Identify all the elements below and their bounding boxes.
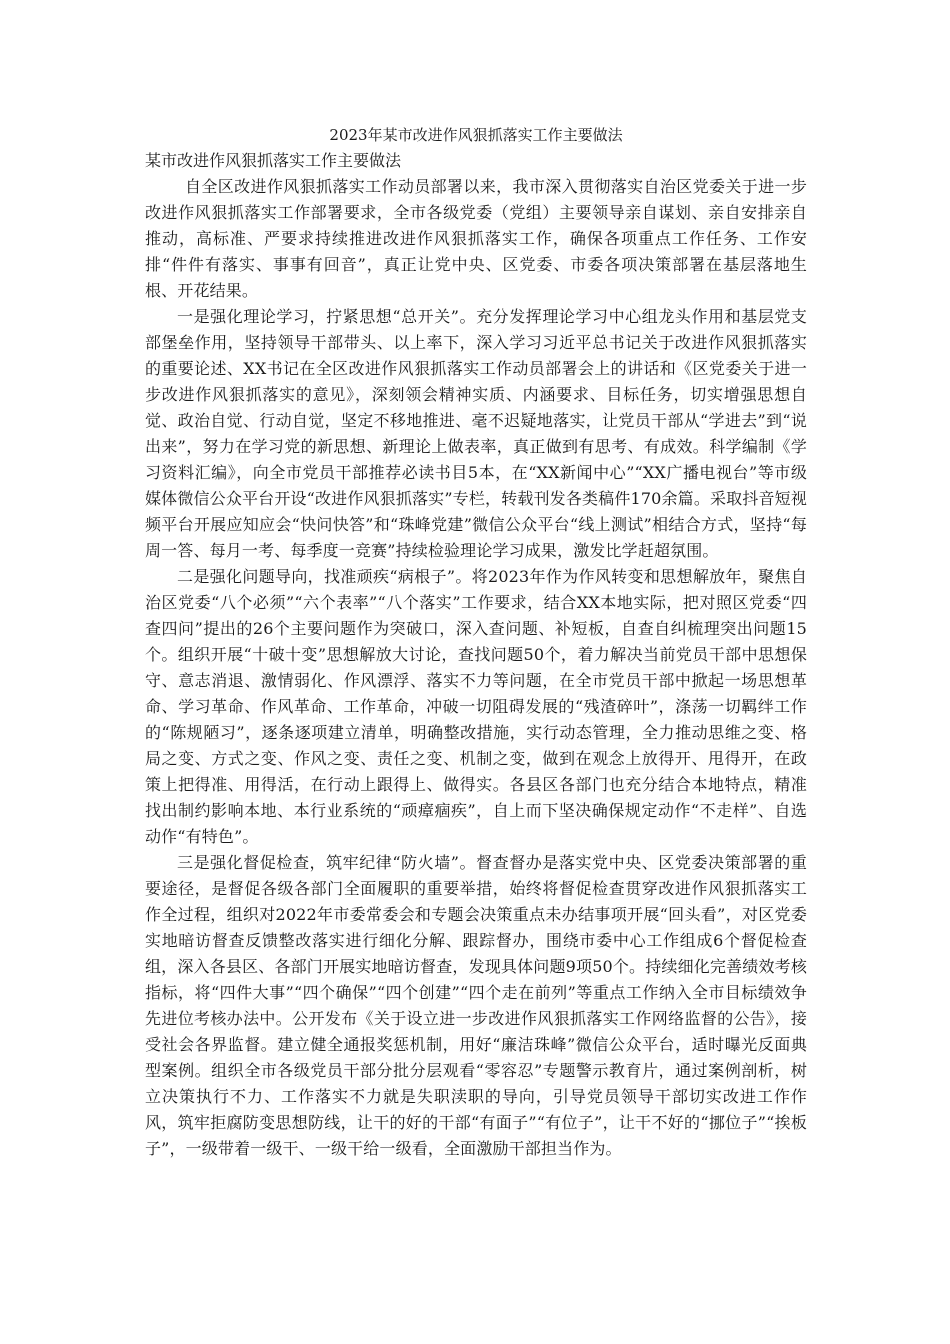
paragraph-theory-study: 一是强化理论学习，拧紧思想“总开关”。充分发挥理论学习中心组龙头作用和基层党支部堡垒作用，坚持领导干部带头、以上率下，深入学习习近平总书记关于改进作风狠抓落实的重要论述、XX书记在全区改进作风狠抓落实工作动员部署会上的讲话和《区党委关于进一步改进作风狠抓落实的意见》，深刻领会精神实质、内涵要求、目标任务，切实增强思想自觉、政治自觉、行动自觉，坚定不移地推进、毫不迟疑地落实，让党员干部从“学进去”到“说出来”，努力在学习党的新思想、新理论上做表率，真正做到有思考、有成效。科学编制《学习资料汇编》，向全市党员干部推荐必读书目5本，在“XX新闻中心”“XX广播电视台”等市级媒体微信公众平台开设“改进作风狠抓落实”专栏，转载刊发各类稿件170余篇。采取抖音短视频平台开展应知应会“快问快答”和“珠峰党建”微信公众平台“线上测试”相结合方式，坚持“每周一答、每月一考、每季度一竞赛”持续检验理论学习成果，激发比学赶超氛围。 [145, 307, 807, 560]
paragraph-supervision: 三是强化督促检查，筑牢纪律“防火墙”。督查督办是落实党中央、区党委决策部署的重要途径，是督促各级各部门全面履职的重要举措，始终将督促检查贯穿改进作风狠抓落实工作全过程，组织对2022年市委常委会和专题会决策重点未办结事项开展“回头看”，对区党委实地暗访督查反馈整改落实进行细化分解、跟踪督办，围绕市委中心工作组成6个督促检查组，深入各县区、各部门开展实地暗访督查，发现具体问题9项50个。持续细化完善绩效考核指标，将“四件大事”“四个确保”“四个创建”“四个走在前列”等重点工作纳入全市目标绩效争先进位考核办法中。公开发布《关于设立进一步改进作风狠抓落实工作网络监督的公告》，接受社会各界监督。建立健全通报奖惩机制，用好“廉洁珠峰”微信公众平台，适时曝光反面典型案例。组织全市各级党员干部分批分层观看“零容忍”专题警示教育片，通过案例剖析，树立决策执行不力、工作落实不力就是失职渎职的导向，引导党员领导干部切实改进工作作风，筑牢拒腐防变思想防线，让干的好的干部“有面子”“有位子”，让干不好的“挪位子”“挨板子”，一级带着一级干、一级干给一级看，全面激励干部担当作为。 [145, 853, 807, 1158]
document-page [145, 122, 807, 1162]
paragraph-problem-orientation: 二是强化问题导向，找准顽疾“病根子”。将2023年作为作风转变和思想解放年，聚焦自治区党委“八个必须”“六个表率”“八个落实”工作要求，结合XX本地实际，把对照区党委“四查四问”提出的26个主要问题作为突破口，深入查问题、补短板，自查自纠梳理突出问题15个。组织开展“十破十变”思想解放大讨论，查找问题50个，着力解决当前党员干部中思想保守、意志消退、激情弱化、作风漂浮、落实不力等问题，在全市党员干部中掀起一场思想革命、学习革命、作风革命、工作革命，冲破一切阻碍发展的“残渣碎叶”，涤荡一切羁绊工作的“陈规陋习”，逐条逐项建立清单，明确整改措施，实行动态管理，全力推动思维之变、格局之变、方式之变、作风之变、责任之变、机制之变，做到在观念上放得开、甩得开，在政策上把得准、用得活，在行动上跟得上、做得实。各县区各部门也充分结合本地特点，精准找出制约影响本地、本行业系统的“顽瘴痼疾”，自上而下坚决确保规定动作“不走样”、自选动作“有特色”。 [145, 567, 807, 846]
document-subtitle: 某市改进作风狠抓落实工作主要做法 [145, 151, 402, 170]
document-title: 2023年某市改进作风狠抓落实工作主要做法 [329, 126, 623, 144]
paragraph-intro: 自全区改进作风狠抓落实工作动员部署以来，我市深入贯彻落实自治区党委关于进一步改进作风狠抓落实工作部署要求，全市各级党委（党组）主要领导亲自谋划、亲自安排亲自推动，高标准、严要求持续推进改进作风狠抓落实工作，确保各项重点工作任务、工作安排“件件有落实、事事有回音”，真正让党中央、区党委、市委各项决策部署在基层落地生根、开花结果。 [145, 177, 807, 300]
